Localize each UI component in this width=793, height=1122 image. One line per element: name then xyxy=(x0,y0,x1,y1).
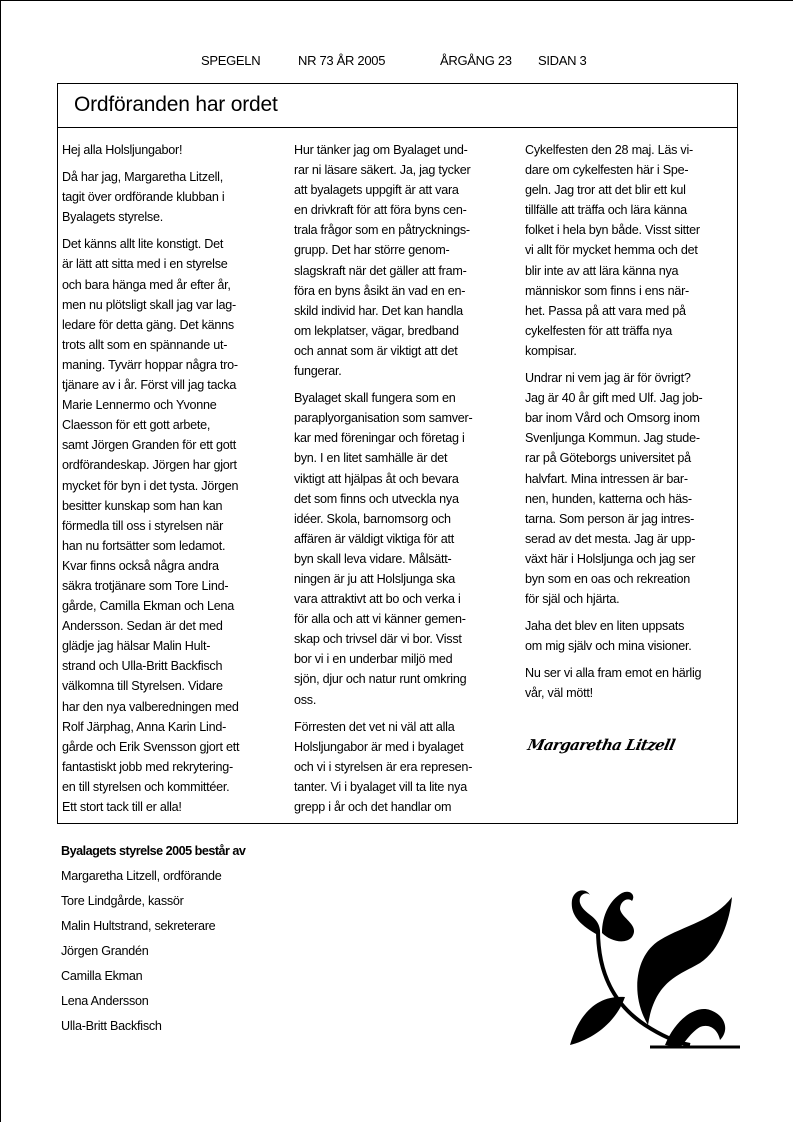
text-line: om mig själv och mina visioner. xyxy=(525,639,692,654)
text-line: viktigt att hjälpas åt och bevara xyxy=(294,471,459,486)
text-line: maning. Tyvärr hoppar några tro- xyxy=(62,357,238,372)
article-paragraph xyxy=(525,616,702,656)
text-line: Svenljunga Kommun. Jag stude- xyxy=(525,431,700,446)
text-line: Hur tänker jag om Byalaget und- xyxy=(294,143,468,157)
text-line: en till styrelsen och kommittéer. xyxy=(62,779,230,794)
text-line: om lekplatser, vägar, bredband xyxy=(294,323,459,338)
article-paragraph xyxy=(525,140,702,361)
text-line: växt här i Holsljunga och jag ser xyxy=(525,551,696,566)
text-line: är lätt att sitta med i en styrelse xyxy=(62,257,228,272)
text-line: samt Jörgen Granden för ett gott xyxy=(62,438,237,453)
text-line: blir inte av att lära känna nya xyxy=(525,263,679,278)
text-line: Cykelfesten den 28 maj. Läs vi- xyxy=(525,143,693,157)
text-line: sjön, djur och natur runt omkring xyxy=(294,672,467,687)
text-line: Nu ser vi alla fram emot en härlig xyxy=(525,666,702,681)
board-member: Lena Andersson xyxy=(61,994,149,1008)
text-line: Då har jag, Margaretha Litzell, xyxy=(62,170,223,185)
text-line: folket i hela byn både. Visst sitter xyxy=(525,223,700,238)
board-heading: Byalagets styrelse 2005 består av xyxy=(61,844,246,858)
board-member: Ulla-Britt Backfisch xyxy=(61,1019,162,1033)
text-line: ordförandeskap. Jörgen har gjort xyxy=(62,458,237,473)
text-line: tarna. Som person är jag intres- xyxy=(525,511,695,526)
text-line: Hej alla Holsljungabor! xyxy=(62,143,183,157)
signature: Margaretha Litzell xyxy=(526,736,677,754)
text-line: grupp. Det har större genom- xyxy=(294,243,450,258)
text-line: Kvar finns också några andra xyxy=(62,558,219,573)
board-member: Camilla Ekman xyxy=(61,969,143,983)
text-line: Undrar ni vem jag är för övrigt? xyxy=(525,371,691,386)
text-line: Det känns allt lite konstigt. Det xyxy=(62,237,224,252)
text-line: fantastiskt jobb med rekrytering- xyxy=(62,759,233,774)
text-line: nen, hunden, katterna och häs- xyxy=(525,491,692,506)
text-line: Holsljungabor är med i byalaget xyxy=(294,739,464,754)
text-line: Byalaget skall fungera som en xyxy=(294,391,456,406)
text-line: välkomna till Styrelsen. Vidare xyxy=(62,679,223,694)
text-line: slagskraft när det gäller att fram- xyxy=(294,263,467,278)
issue-number: NR 73 ÅR 2005 xyxy=(298,53,386,68)
text-line: och bara hänga med år efter år, xyxy=(62,277,231,292)
text-line: kar med föreningar och företag i xyxy=(294,431,465,446)
text-line: cykelfesten för att träffa nya xyxy=(525,323,672,338)
text-line: för själ och hjärta. xyxy=(525,592,620,607)
article-title-bar xyxy=(58,84,737,128)
article-column-2 xyxy=(294,140,472,824)
text-line: skild individ har. Det kan handla xyxy=(294,303,463,318)
article-paragraph xyxy=(294,717,472,817)
text-line: byn. I en litet samhälle är det xyxy=(294,451,448,466)
article-paragraph xyxy=(62,234,239,817)
text-line: att byalagets uppgift är att vara xyxy=(294,183,459,198)
article-box xyxy=(57,83,738,824)
text-line: tillfälle att träffa och lära känna xyxy=(525,203,687,218)
board-member: Margaretha Litzell, ordförande xyxy=(61,869,222,883)
article-paragraph xyxy=(294,388,472,710)
text-line: gårde och Erik Svensson gjort ett xyxy=(62,739,240,754)
text-line: Jag är 40 år gift med Ulf. Jag job- xyxy=(525,391,703,406)
board-member: Jörgen Grandén xyxy=(61,944,149,958)
text-line: Claesson för ett gott arbete, xyxy=(62,418,211,433)
running-header xyxy=(0,53,793,71)
text-line: mycket för byn i det tysta. Jörgen xyxy=(62,478,239,493)
text-line: ledare för detta gäng. Det känns xyxy=(62,317,234,332)
text-line: det som finns och utveckla nya xyxy=(294,491,459,506)
text-line: rar ni läsare säkert. Ja, jag tycker xyxy=(294,163,471,178)
text-line: bor vi i en underbar miljö med xyxy=(294,652,453,667)
text-line: fungerar. xyxy=(294,364,342,379)
text-line: Jaha det blev en liten uppsats xyxy=(525,619,685,634)
text-line: het. Passa på att vara med på xyxy=(525,303,686,318)
text-line: besitter kunskap som han kan xyxy=(62,498,223,513)
text-line: grepp i år och det handlar om xyxy=(294,800,452,814)
text-line: tagit över ordförande klubban i xyxy=(62,190,225,205)
text-line: affären är väldigt viktiga för att xyxy=(294,531,454,546)
text-line: vara attraktivt att bo och verka i xyxy=(294,592,461,607)
text-line: har den nya valberedningen med xyxy=(62,699,239,714)
article-column-1 xyxy=(62,140,239,824)
text-line: kompisar. xyxy=(525,343,577,358)
text-line: trala frågor som en påtrycknings- xyxy=(294,223,470,238)
text-line: säkra trotjänare som Tore Lind- xyxy=(62,578,229,593)
article-title: Ordföranden har ordet xyxy=(74,93,278,116)
text-line: Förresten det vet ni väl att alla xyxy=(294,719,455,734)
text-line: oss. xyxy=(294,692,317,707)
text-line: han nu fortsätter som ledamot. xyxy=(62,538,226,553)
publication-name: SPEGELN xyxy=(201,53,261,68)
text-line: halvfart. Mina intressen är bar- xyxy=(525,471,688,486)
text-line: människor som finns i ens när- xyxy=(525,283,689,298)
page-border-left xyxy=(0,0,1,1122)
floral-ornament-icon xyxy=(540,875,740,1055)
text-line: vår, väl mött! xyxy=(525,686,593,701)
text-line: Ett stort tack till er alla! xyxy=(62,800,182,814)
board-member-list xyxy=(61,865,245,1040)
text-line: strand och Ulla-Britt Backfisch xyxy=(62,659,223,674)
text-line: Marie Lennermo och Yvonne xyxy=(62,398,217,413)
text-line: Rolf Järphag, Anna Karin Lind- xyxy=(62,719,227,734)
text-line: och annat som är viktigt att det xyxy=(294,343,458,358)
board-member: Tore Lindgårde, kassör xyxy=(61,894,184,908)
text-line: paraplyorganisation som samver- xyxy=(294,411,473,426)
text-line: tjänare av i år. Först vill jag tacka xyxy=(62,378,237,393)
article-paragraph xyxy=(62,167,239,227)
text-line: geln. Jag tror att det blir ett kul xyxy=(525,183,686,198)
article-paragraph xyxy=(294,140,472,381)
text-line: föra en byns åsikt än vad en en- xyxy=(294,283,466,298)
text-line: idéer. Skola, barnomsorg och xyxy=(294,511,451,526)
article-paragraph xyxy=(525,368,702,609)
page-border-top xyxy=(0,0,793,1)
article-paragraph xyxy=(525,663,702,703)
text-line: Byalagets styrelse. xyxy=(62,210,163,225)
text-line: tanter. Vi i byalaget vill ta lite nya xyxy=(294,779,467,794)
text-line: förmedla till oss i styrelsen när xyxy=(62,518,224,533)
text-line: glädje jag hälsar Malin Hult- xyxy=(62,639,211,654)
text-line: gårde, Camilla Ekman och Lena xyxy=(62,599,234,614)
volume-number: ÅRGÅNG 23 xyxy=(440,53,512,68)
text-line: dare om cykelfesten här i Spe- xyxy=(525,163,689,178)
text-line: och vi i styrelsen är era represen- xyxy=(294,759,473,774)
article-paragraph xyxy=(62,140,239,160)
article-column-3 xyxy=(525,140,702,711)
board-member: Malin Hultstrand, sekreterare xyxy=(61,919,216,933)
text-line: för alla och att vi känner gemen- xyxy=(294,612,466,627)
text-line: men nu plötsligt skall jag var lag- xyxy=(62,297,236,312)
text-line: vi allt för mycket hemma och det xyxy=(525,243,698,258)
text-line: rar på Göteborgs universitet på xyxy=(525,451,691,466)
text-line: serad av det mesta. Jag är upp- xyxy=(525,531,696,546)
text-line: Andersson. Sedan är det med xyxy=(62,619,223,634)
board-list-section xyxy=(61,840,245,1040)
text-line: en drivkraft för att föra byns cen- xyxy=(294,203,467,218)
text-line: ningen är ju att Holsljunga ska xyxy=(294,571,455,586)
text-line: bar inom Vård och Omsorg inom xyxy=(525,411,700,426)
text-line: byn som en oas och rekreation xyxy=(525,571,690,586)
text-line: trots allt som en spännande ut- xyxy=(62,337,228,352)
text-line: skap och trivsel där vi bor. Visst xyxy=(294,632,462,647)
text-line: byn skall leva vidare. Målsätt- xyxy=(294,551,452,566)
page-number: SIDAN 3 xyxy=(538,53,587,68)
